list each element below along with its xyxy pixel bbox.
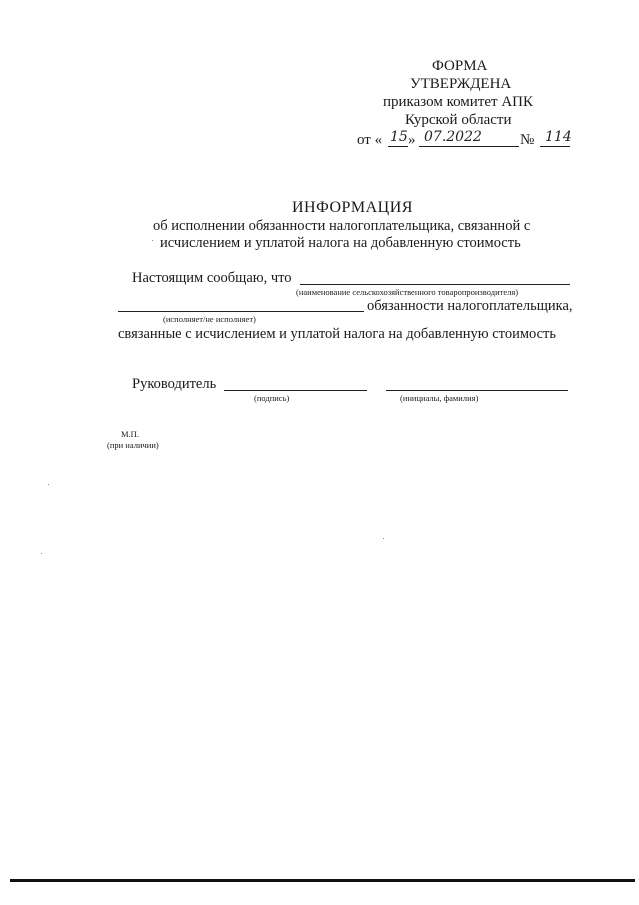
approval-approved-label: УТВЕРЖДЕНА xyxy=(410,76,512,92)
signature-caption: (подпись) xyxy=(254,393,290,403)
approval-form-label: ФОРМА xyxy=(432,58,488,74)
scan-speck xyxy=(383,538,384,539)
approval-close-quote: » xyxy=(408,132,416,148)
approval-date-line xyxy=(419,146,519,147)
approval-region-label: Курской области xyxy=(405,112,512,128)
name-line xyxy=(386,390,568,391)
scan-speck xyxy=(41,553,42,554)
approval-number-label: № xyxy=(520,132,535,148)
document-subtitle-line1: об исполнении обязанности налогоплательщика, связанной с xyxy=(153,218,531,234)
approval-date-prefix: от « xyxy=(357,132,383,148)
bottom-scan-edge xyxy=(10,879,635,882)
obligation-text: обязанности налогоплательщика, xyxy=(367,298,573,314)
signature-line xyxy=(224,390,367,391)
document-subtitle-line2: исчислением и уплатой налога на добавленную стоимость xyxy=(160,235,521,251)
related-text: связанные с исчислением и уплатой налога на добавленную стоимость xyxy=(118,326,556,342)
approval-day-value: 15 xyxy=(390,129,408,145)
fulfils-line xyxy=(118,311,364,312)
producer-name-line xyxy=(300,284,570,285)
approval-number-line xyxy=(540,146,570,147)
name-caption: (инициалы, фамилия) xyxy=(400,393,479,403)
statement-intro: Настоящим сообщаю, что xyxy=(132,270,292,286)
fulfils-caption: (исполняет/не исполняет) xyxy=(163,314,256,324)
document-title: ИНФОРМАЦИЯ xyxy=(292,199,413,216)
stamp-label: М.П. xyxy=(121,429,139,439)
approval-date-value: 07.2022 xyxy=(424,129,482,145)
head-label: Руководитель xyxy=(132,376,217,392)
approval-day-line xyxy=(388,146,408,147)
stamp-caption: (при наличии) xyxy=(107,440,159,450)
scan-speck xyxy=(152,240,153,241)
producer-name-caption: (наименование сельскохозяйственного товаропроизводителя) xyxy=(296,287,519,297)
approval-order-label: приказом комитет АПК xyxy=(383,94,534,110)
approval-number-value: 114 xyxy=(545,129,572,145)
scan-speck xyxy=(48,484,49,485)
